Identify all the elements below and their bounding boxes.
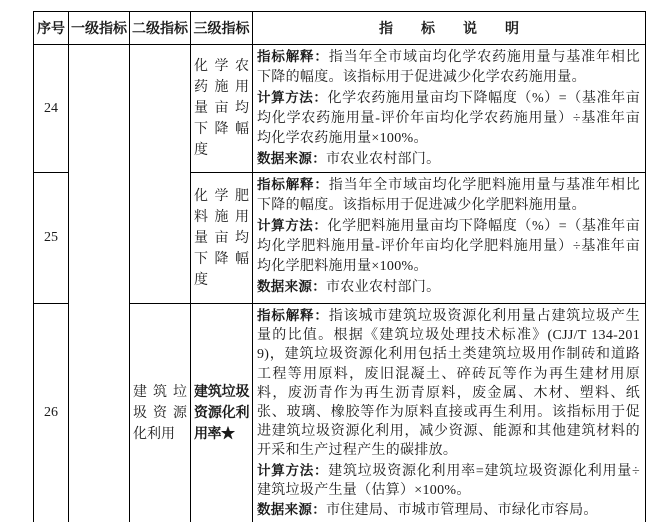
description-paragraph	[257, 500, 640, 520]
description-paragraph	[257, 88, 640, 149]
paragraph-text: 建筑垃圾资源化利用率=建筑垃圾资源化利用量÷建筑垃圾产生量（估算）×100%。	[257, 463, 640, 498]
serial-cell: 25	[34, 173, 69, 304]
paragraph-label: 数据来源：	[257, 151, 326, 166]
description-paragraph	[257, 175, 640, 216]
indicator-description-cell	[253, 304, 646, 522]
level2-cell	[130, 304, 191, 522]
paragraph-text: 指该城市建筑垃圾资源化利用量占建筑垃圾产生量的比值。根据《建筑垃圾处理技术标准》(CJJ/T 134-2019)，建筑垃圾资源化利用包括土类建筑垃圾用作制砖和道路工程等用原料，废旧混凝土、碎砖瓦等作为再生建材用原料，废沥青作为再生沥青原料，废金属、木材、塑料、纸张、玻璃、橡胶等作为原料直接或再生利用。该指标用于促进建筑垃圾资源化利用，减少资源、能源和其他建筑材料的开采和生产过程产生的碳排放。	[257, 309, 640, 459]
indicator-description-cell	[253, 45, 646, 173]
header-serial: 序号	[34, 12, 69, 45]
level2-merged-cell	[130, 45, 191, 304]
level3-label: 化学农药施用量亩均下降幅度	[194, 59, 249, 158]
description-paragraph	[257, 306, 640, 461]
paragraph-text: 市农业农村部门。	[326, 280, 441, 295]
paragraph-label: 指标解释：	[257, 308, 329, 323]
description-paragraph	[257, 47, 640, 88]
serial-cell: 26	[34, 304, 69, 522]
paragraph-label: 计算方法：	[257, 218, 328, 233]
header-level2: 二级指标	[130, 12, 191, 45]
header-description	[253, 12, 646, 45]
table-row	[34, 45, 646, 173]
paragraph-label: 数据来源：	[257, 279, 326, 294]
paragraph-text: 指当年全市域亩均化学农药施用量与基准年相比下降的幅度。该指标用于促进减少化学农药施用量。	[257, 50, 640, 85]
serial-cell: 24	[34, 45, 69, 173]
header-level1: 一级指标	[69, 12, 130, 45]
level3-cell	[191, 304, 253, 522]
indicator-table	[33, 11, 646, 522]
table-header-row	[34, 12, 646, 45]
description-paragraph	[257, 277, 640, 298]
paragraph-label: 数据来源：	[257, 502, 326, 518]
paragraph-text: 市农业农村部门。	[326, 152, 441, 167]
header-description-label: 指标说明	[379, 22, 547, 37]
paragraph-label: 指标解释：	[257, 177, 329, 192]
indicator-description-cell	[253, 173, 646, 304]
paragraph-label: 指标解释：	[257, 49, 329, 64]
paragraph-text: 指当年全市域亩均化学肥料施用量与基准年相比下降的幅度。该指标用于促进减少化学肥料施用量。	[257, 178, 640, 213]
level2-label: 建筑垃圾资源化利用	[133, 384, 187, 442]
paragraph-text: 市住建局、市城市管理局、市绿化市容局。	[326, 503, 598, 519]
description-paragraph	[257, 149, 640, 170]
level3-label: 建筑垃圾资源化利用率★	[194, 384, 249, 442]
description-paragraph	[257, 216, 640, 277]
paragraph-text: 化学农药施用量亩均下降幅度（%）=（基准年亩均化学农药施用量-评价年亩均化学农药施用量）÷基准年亩均化学农药施用量×100%。	[257, 91, 641, 146]
level3-cell	[191, 45, 253, 173]
paragraph-label: 计算方法：	[257, 462, 329, 478]
level3-label: 化学肥料施用量亩均下降幅度	[194, 188, 249, 288]
description-paragraph	[257, 461, 640, 500]
level1-merged-cell	[69, 45, 130, 522]
paragraph-label: 计算方法：	[257, 90, 328, 105]
paragraph-text: 化学肥料施用量亩均下降幅度（%）=（基准年亩均化学肥料施用量-评价年亩均化学肥料施用量）÷基准年亩均化学肥料施用量×100%。	[257, 219, 641, 274]
level3-cell	[191, 173, 253, 304]
header-level3: 三级指标	[191, 12, 253, 45]
